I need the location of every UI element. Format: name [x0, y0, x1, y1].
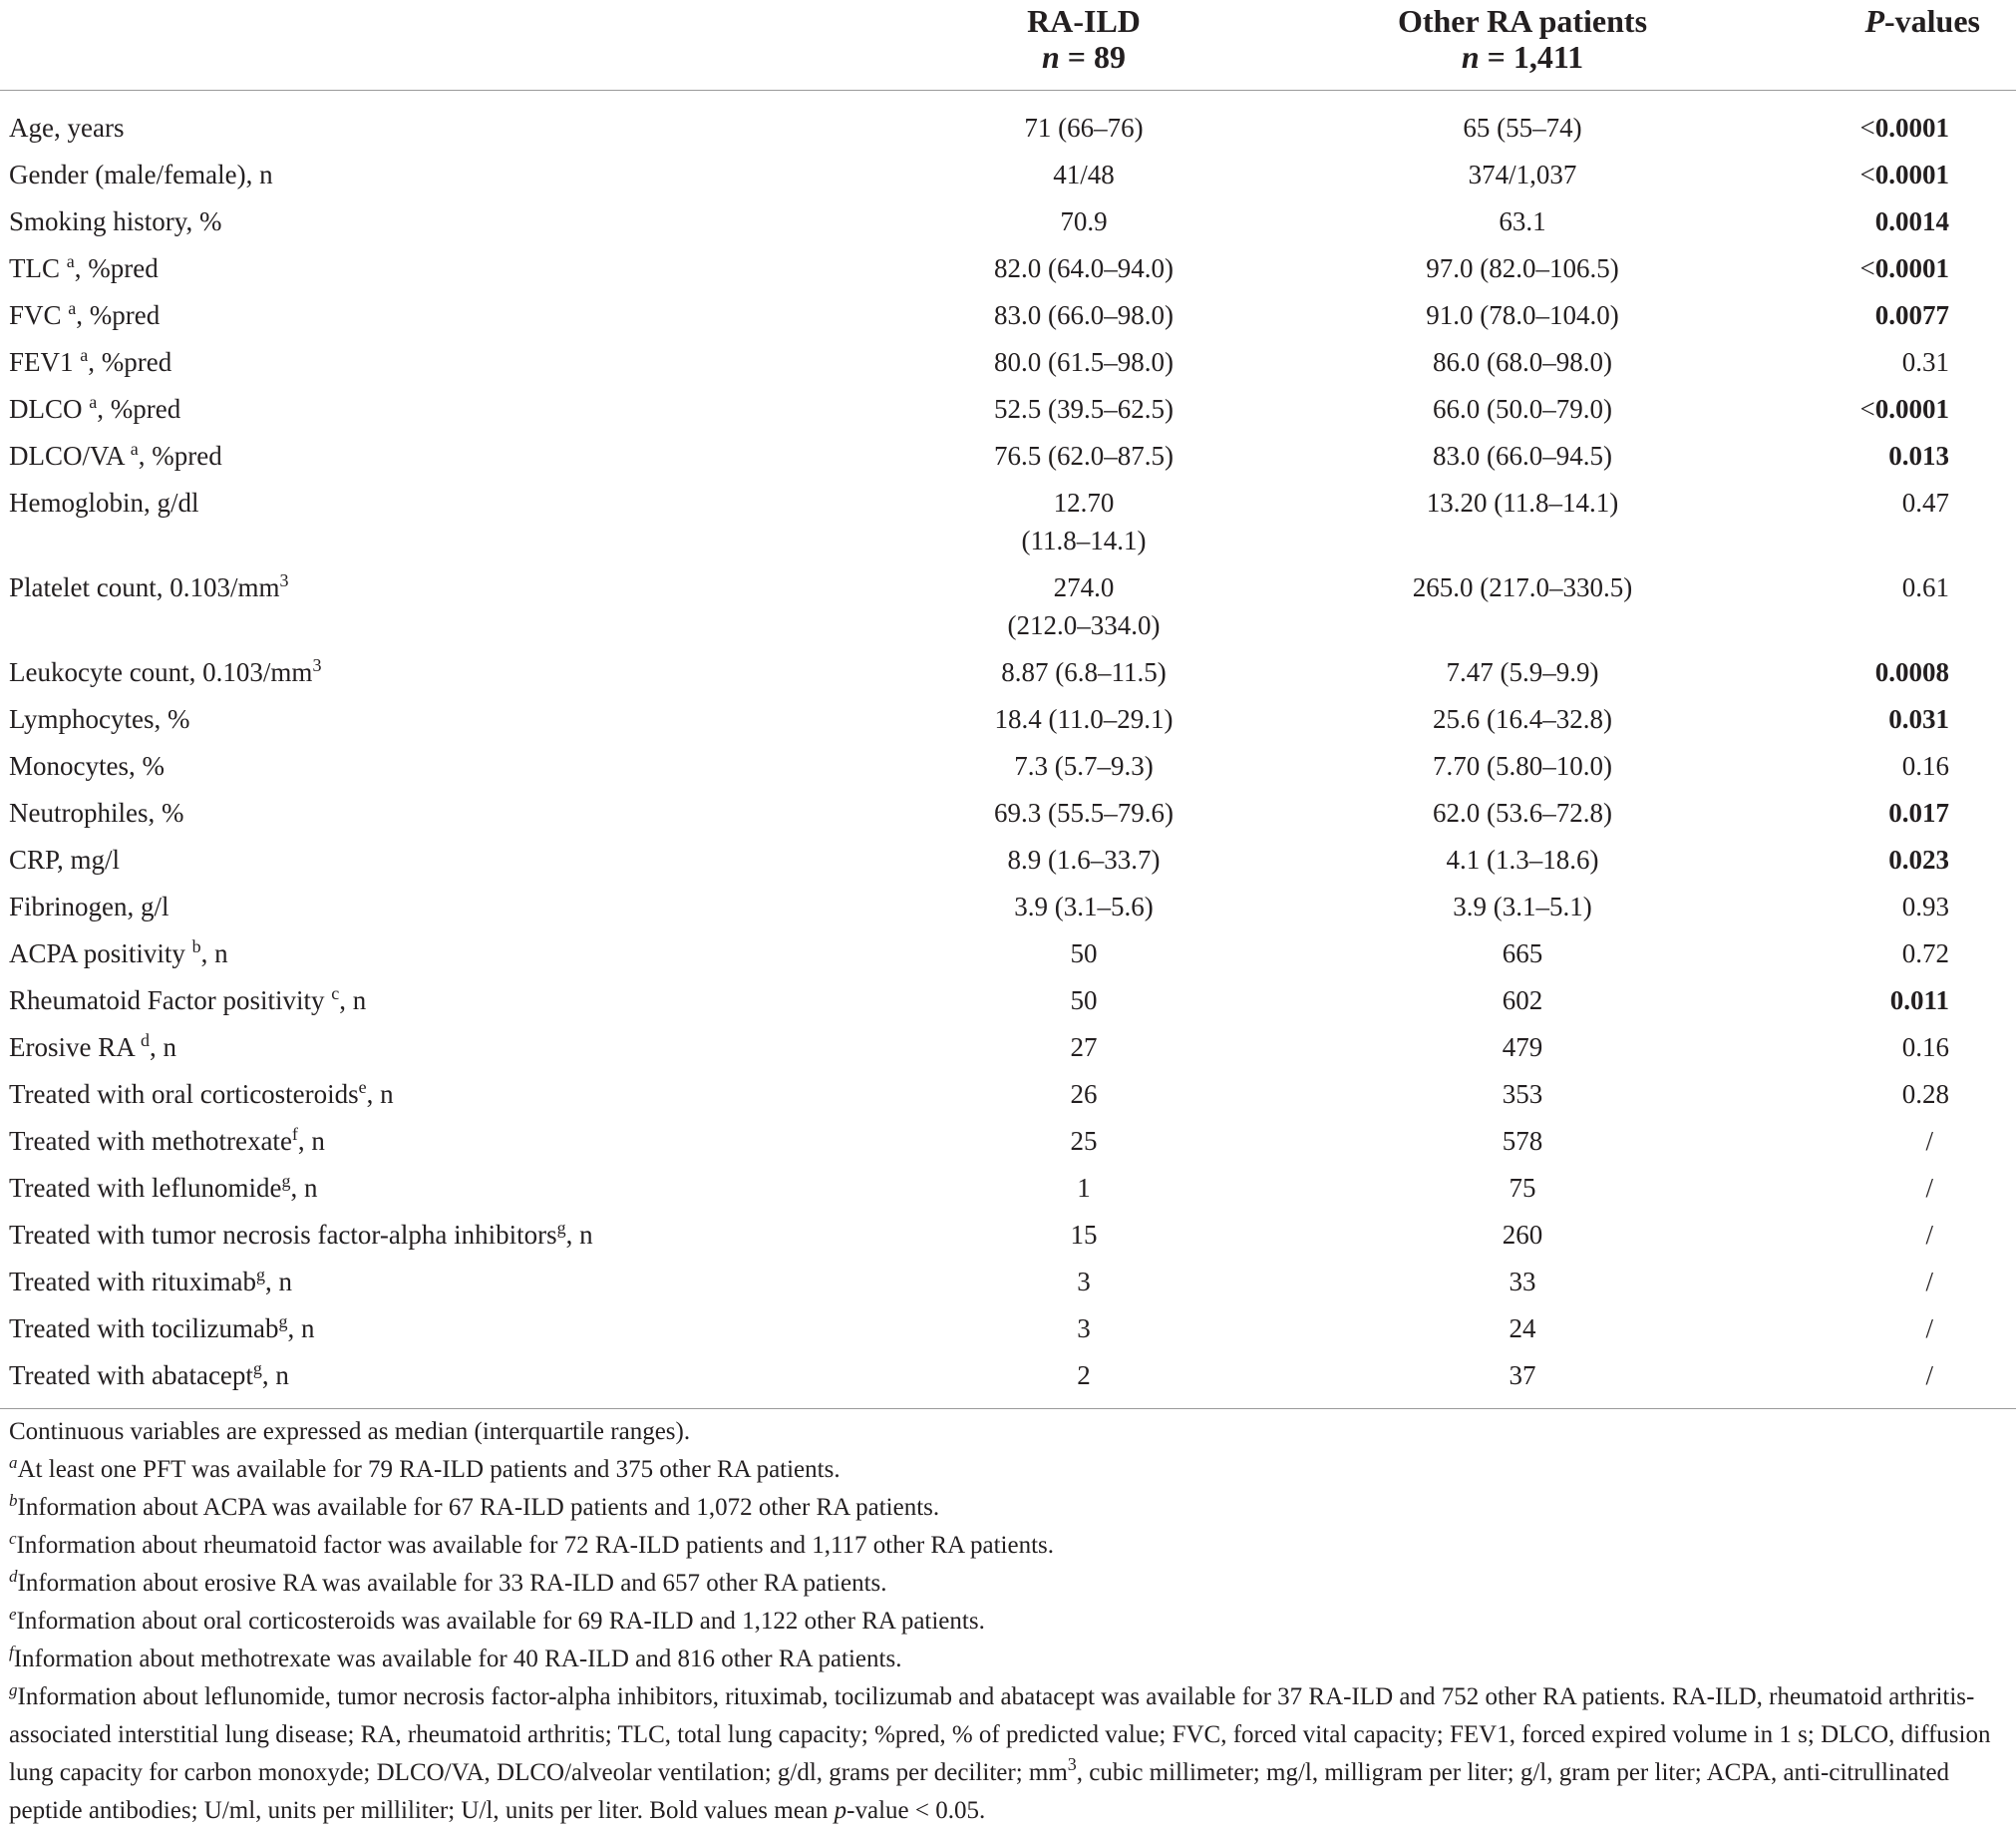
cell-ra-ild: 50	[1070, 985, 1098, 1015]
table-row	[0, 1161, 2016, 1208]
table-row	[0, 739, 2016, 786]
footnote-marker: g	[255, 1265, 265, 1284]
cell-other-ra: 86.0 (68.0–98.0)	[1433, 347, 1612, 377]
footnote-marker: c	[331, 983, 340, 1003]
cell-ra-ild: 8.87 (6.8–11.5)	[1001, 657, 1167, 687]
row-label: Treated with tumor necrosis factor-alpha inhibitors$^g$, n	[9, 1218, 593, 1250]
row-label: Platelet count, $0.103/mm^3$	[9, 570, 289, 602]
cell-ra-ild: 52.5 (39.5–62.5)	[994, 394, 1174, 424]
cell-p-value: 0.013	[1888, 441, 1949, 471]
row-label: Lymphocytes, %	[9, 704, 190, 734]
row-label: FVC $^a$, %pred	[9, 298, 161, 330]
cell-other-ra: 62.0 (53.6–72.8)	[1433, 798, 1612, 828]
table-row	[0, 1067, 2016, 1114]
row-label: Age, years	[9, 113, 125, 143]
row-label: Treated with tocilizumab$^g$, n	[9, 1311, 315, 1343]
footnote-marker: g	[278, 1311, 288, 1331]
footnote-marker: a	[80, 345, 89, 365]
cell-other-ra: 65 (55–74)	[1463, 113, 1582, 143]
row-label: TLC $^a$, %pred	[9, 251, 159, 283]
row-label: Erosive RA $^d$, n	[9, 1030, 176, 1062]
cell-ra-ild: 27	[1070, 1032, 1098, 1062]
table-row	[0, 335, 2016, 382]
cell-p-value: 0.47	[1901, 488, 1949, 518]
cell-p-value: 0.017	[1888, 798, 1949, 828]
footnote-b: $^b$Information about ACPA was available for 67 RA-ILD patients and 1,072 other RA patients.	[9, 1491, 940, 1521]
cell-p-value: 0.31	[1901, 347, 1949, 377]
footnote-g: $^g$Information about leflunomide, tumor necrosis factor-alpha inhibitors, rituximab, tocilizumab and abatacept was available for 37 RA-ILD and 752 other RA patients. RA-ILD, rheumatoid arthritis-associated interstitial lung disease; RA, rheumatoid arthritis; TLC, total lung capacity; %pred, % of predicted value; FVC, forced vital capacity; FEV1, forced expired volume in 1 s; DLCO, diffusion lung capacity for carbon monoxyde; DLCO/VA, DLCO/alveolar ventilation; g/dl, grams per deciliter; $mm^3$, cubic millimeter; mg/l, milligram per liter; g/l, gram per liter; ACPA, anti-citrullinated peptide antibodies; U/ml, units per milliliter; U/l, units per liter. Bold values mean p-value < 0.05.	[9, 1680, 1991, 1824]
cell-ra-ild: 3	[1077, 1313, 1091, 1343]
cell-p-value: /	[1925, 1126, 1933, 1156]
header-variable	[0, 0, 857, 91]
cell-p-value: 0.16	[1901, 1032, 1949, 1062]
cell-p-value: /	[1925, 1360, 1933, 1390]
footnote-c: $^c$Information about rheumatoid factor was available for 72 RA-ILD patients and 1,117 other RA patients.	[9, 1529, 1055, 1559]
cell-other-ra: 578	[1502, 1126, 1543, 1156]
cell-ra-ild: 1	[1077, 1173, 1091, 1203]
table-row	[0, 91, 2016, 149]
row-label: CRP, mg/l	[9, 845, 121, 875]
cell-ra-ild: 50	[1070, 938, 1098, 968]
row-label: ACPA positivity $^b$, n	[9, 936, 228, 968]
footnote-a: $^a$At least one PFT was available for 79 RA-ILD patients and 375 other RA patients.	[9, 1453, 840, 1483]
cell-other-ra: 602	[1502, 985, 1543, 1015]
row-label: Gender (male/female), n	[9, 160, 273, 189]
table-row	[0, 926, 2016, 973]
table-row	[0, 833, 2016, 880]
cell-p-value: 0.011	[1889, 985, 1949, 1015]
table-row	[0, 194, 2016, 241]
footnote-marker: f	[291, 1124, 298, 1144]
footnote-marker: 3	[279, 570, 289, 590]
row-label: Smoking history, %	[9, 206, 222, 236]
cell-p-value: <0.0001	[1859, 394, 1949, 424]
cell-other-ra: 83.0 (66.0–94.5)	[1433, 441, 1612, 471]
cell-ra-ild: 25	[1070, 1126, 1098, 1156]
table-row	[0, 880, 2016, 926]
cell-ra-ild: 18.4 (11.0–29.1)	[994, 704, 1174, 734]
footnote-marker: d	[141, 1030, 150, 1050]
row-label: Treated with abatacept$^g$, n	[9, 1358, 289, 1390]
footnote-marker: g	[556, 1218, 566, 1238]
cell-other-ra: 24	[1509, 1313, 1536, 1343]
row-label: Treated with rituximab$^g$, n	[9, 1265, 292, 1296]
table-row	[0, 560, 2016, 645]
row-label: DLCO $^a$, %pred	[9, 392, 181, 424]
cell-p-value: 0.61	[1901, 572, 1949, 602]
cell-ra-ild: 12.70 (11.8–14.1)	[1021, 488, 1147, 555]
table-row	[0, 1114, 2016, 1161]
table-row	[0, 786, 2016, 833]
cell-ra-ild: 26	[1070, 1079, 1098, 1109]
cell-other-ra: 97.0 (82.0–106.5)	[1426, 253, 1619, 283]
cell-ra-ild: 71 (66–76)	[1024, 113, 1144, 143]
table-row	[0, 382, 2016, 429]
cell-p-value: 0.28	[1901, 1079, 1949, 1109]
cell-ra-ild: 3.9 (3.1–5.6)	[1014, 892, 1154, 921]
cell-p-value: <0.0001	[1859, 160, 1949, 189]
cell-other-ra: 353	[1502, 1079, 1543, 1109]
row-label: Fibrinogen, g/l	[9, 892, 169, 921]
cell-ra-ild: 80.0 (61.5–98.0)	[994, 347, 1174, 377]
cell-other-ra: 260	[1502, 1220, 1543, 1250]
cell-ra-ild: 70.9	[1060, 206, 1108, 236]
table-row	[0, 241, 2016, 288]
table-row	[0, 148, 2016, 194]
cell-p-value: 0.0077	[1874, 300, 1949, 330]
cell-p-value: /	[1925, 1220, 1933, 1250]
row-label: Neutrophiles, %	[9, 798, 184, 828]
cell-p-value: 0.72	[1901, 938, 1949, 968]
header-other-ra-title: Other RA patients	[1397, 3, 1648, 39]
footnote-marker: b	[191, 936, 201, 956]
row-label: Monocytes, %	[9, 751, 165, 781]
table-row	[0, 476, 2016, 560]
cell-other-ra: 37	[1509, 1360, 1536, 1390]
cell-p-value: 0.93	[1901, 892, 1949, 921]
table-footnotes	[9, 1413, 2008, 1830]
cell-p-value: 0.023	[1888, 845, 1949, 875]
footnote-marker: g	[252, 1358, 262, 1378]
cell-ra-ild: 83.0 (66.0–98.0)	[994, 300, 1174, 330]
cell-other-ra: 66.0 (50.0–79.0)	[1433, 394, 1612, 424]
header-p-values: P-values	[1864, 3, 1980, 39]
table-row	[0, 1208, 2016, 1255]
footnote-marker: e	[358, 1077, 367, 1097]
header-ra-ild-n: n = 89	[1041, 39, 1127, 75]
cell-ra-ild: 76.5 (62.0–87.5)	[994, 441, 1174, 471]
cell-ra-ild: 15	[1070, 1220, 1098, 1250]
cell-other-ra: 3.9 (3.1–5.1)	[1453, 892, 1592, 921]
footnote-d: $^d$Information about erosive RA was available for 33 RA-ILD and 657 other RA patients.	[9, 1567, 887, 1597]
row-label: Hemoglobin, g/dl	[9, 488, 199, 518]
cell-p-value: /	[1925, 1173, 1933, 1203]
cell-other-ra: 63.1	[1499, 206, 1546, 236]
header-row	[0, 0, 2016, 91]
cell-p-value: 0.031	[1888, 704, 1949, 734]
table-row	[0, 973, 2016, 1020]
cell-ra-ild: 3	[1077, 1267, 1091, 1296]
cell-other-ra: 4.1 (1.3–18.6)	[1446, 845, 1599, 875]
cell-other-ra: 33	[1509, 1267, 1536, 1296]
footnote-intro: Continuous variables are expressed as median (interquartile ranges).	[9, 1418, 691, 1445]
table-row	[0, 1301, 2016, 1348]
cell-other-ra: 7.47 (5.9–9.9)	[1446, 657, 1599, 687]
table-row	[0, 288, 2016, 335]
cell-p-value: <0.0001	[1859, 113, 1949, 143]
footnote-f: $^f$Information about methotrexate was available for 40 RA-ILD and 816 other RA patients.	[9, 1643, 902, 1672]
row-label: Treated with oral corticosteroids$^e$, n	[9, 1077, 394, 1109]
cell-p-value: 0.0014	[1874, 206, 1949, 236]
footnote-marker: a	[68, 298, 77, 318]
table-row	[0, 1348, 2016, 1409]
cell-p-value: <0.0001	[1859, 253, 1949, 283]
cell-other-ra: 665	[1502, 938, 1543, 968]
cell-other-ra: 265.0 (217.0–330.5)	[1412, 572, 1633, 602]
table-row	[0, 645, 2016, 692]
footnote-marker: 3	[312, 655, 322, 675]
row-label: Treated with methotrexate$^f$, n	[9, 1124, 325, 1156]
table-row	[0, 692, 2016, 739]
footnote-marker: g	[281, 1171, 291, 1191]
row-label: DLCO/VA $^a$, %pred	[9, 439, 222, 471]
row-label: FEV1 $^a$, %pred	[9, 345, 172, 377]
cell-ra-ild: 2	[1077, 1360, 1091, 1390]
cell-ra-ild: 8.9 (1.6–33.7)	[1007, 845, 1161, 875]
cell-ra-ild: 82.0 (64.0–94.0)	[994, 253, 1174, 283]
row-label: Leukocyte count, $0.103/mm^3$	[9, 655, 322, 687]
table-row	[0, 1255, 2016, 1301]
header-ra-ild-title: RA-ILD	[1027, 3, 1141, 39]
header-ra-ild	[969, 0, 1198, 91]
cell-ra-ild: 41/48	[1053, 160, 1115, 189]
header-other-ra-n: n = 1,411	[1461, 39, 1584, 75]
cell-ra-ild: 274.0 (212.0–334.0)	[1007, 572, 1161, 640]
cell-p-value: /	[1925, 1313, 1933, 1343]
cell-other-ra: 91.0 (78.0–104.0)	[1426, 300, 1619, 330]
cell-p-value: 0.0008	[1874, 657, 1949, 687]
cell-p-value: /	[1925, 1267, 1933, 1296]
cell-ra-ild: 7.3 (5.7–9.3)	[1014, 751, 1154, 781]
table-row	[0, 1020, 2016, 1067]
cell-other-ra: 13.20 (11.8–14.1)	[1426, 488, 1619, 518]
row-label: Treated with leflunomide$^g$, n	[9, 1171, 318, 1203]
header-other-ra	[1169, 0, 1876, 91]
cell-other-ra: 75	[1509, 1173, 1536, 1203]
footnote-marker: a	[66, 251, 75, 271]
cell-other-ra: 25.6 (16.4–32.8)	[1433, 704, 1612, 734]
row-label: Rheumatoid Factor positivity $^c$, n	[9, 983, 367, 1015]
footnote-e: $^e$Information about oral corticosteroids was available for 69 RA-ILD and 1,122 other RA patients.	[9, 1605, 985, 1635]
footnote-marker: a	[89, 392, 98, 412]
cell-other-ra: 7.70 (5.80–10.0)	[1433, 751, 1612, 781]
cell-p-value: 0.16	[1901, 751, 1949, 781]
footnote-marker: a	[130, 439, 139, 459]
table-row	[0, 429, 2016, 476]
cell-other-ra: 374/1,037	[1468, 160, 1577, 189]
cell-other-ra: 479	[1502, 1032, 1543, 1062]
cell-ra-ild: 69.3 (55.5–79.6)	[994, 798, 1174, 828]
